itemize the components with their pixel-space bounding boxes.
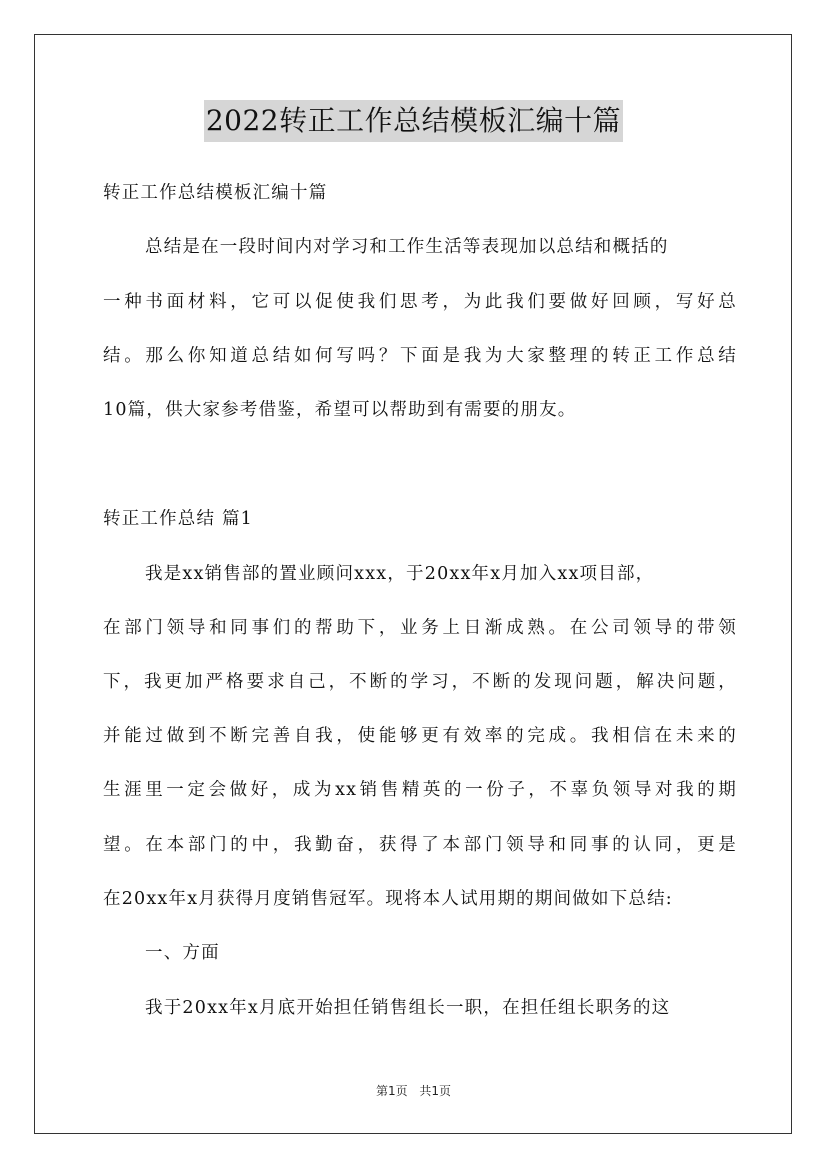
body-line: 总结是在一段时间内对学习和工作生活等表现加以总结和概括的 [145, 237, 669, 257]
page-footer [0, 1082, 827, 1099]
section-heading: 转正工作总结 篇1 [103, 509, 253, 529]
page-total: 共1页 [419, 1084, 452, 1098]
title-container [0, 100, 827, 142]
subtitle: 转正工作总结模板汇编十篇 [103, 183, 328, 203]
body-line: 并能过做到不断完善自我，使能够更有效率的完成。我相信在未来的 [103, 726, 737, 746]
body-line: 在20xx年x月获得月度销售冠军。现将本人试用期的期间做如下总结: [103, 889, 673, 909]
document-title: 2022转正工作总结模板汇编十篇 [204, 100, 623, 142]
body-line: 我于20xx年x月底开始担任销售组长一职，在担任组长职务的这 [145, 998, 671, 1018]
sub-heading: 一、方面 [145, 943, 220, 963]
body-line: 10篇，供大家参考借鉴，希望可以帮助到有需要的朋友。 [103, 400, 577, 420]
body-line: 结。那么你知道总结如何写吗？下面是我为大家整理的转正工作总结 [103, 346, 737, 366]
body-line: 我是xx销售部的置业顾问xxx，于20xx年x月加入xx项目部， [145, 564, 655, 584]
body-line: 生涯里一定会做好，成为xx销售精英的一份子，不辜负领导对我的期 [103, 780, 737, 800]
body-line: 在部门领导和同事们的帮助下，业务上日渐成熟。在公司领导的带领 [103, 618, 737, 638]
body-line: 望。在本部门的中，我勤奋，获得了本部门领导和同事的认同，更是 [103, 835, 737, 855]
body-line: 下，我更加严格要求自己，不断的学习，不断的发现问题，解决问题， [103, 672, 737, 692]
page-number: 第1页 [375, 1084, 408, 1098]
body-line: 一种书面材料，它可以促使我们思考，为此我们要做好回顾，写好总 [103, 292, 737, 312]
